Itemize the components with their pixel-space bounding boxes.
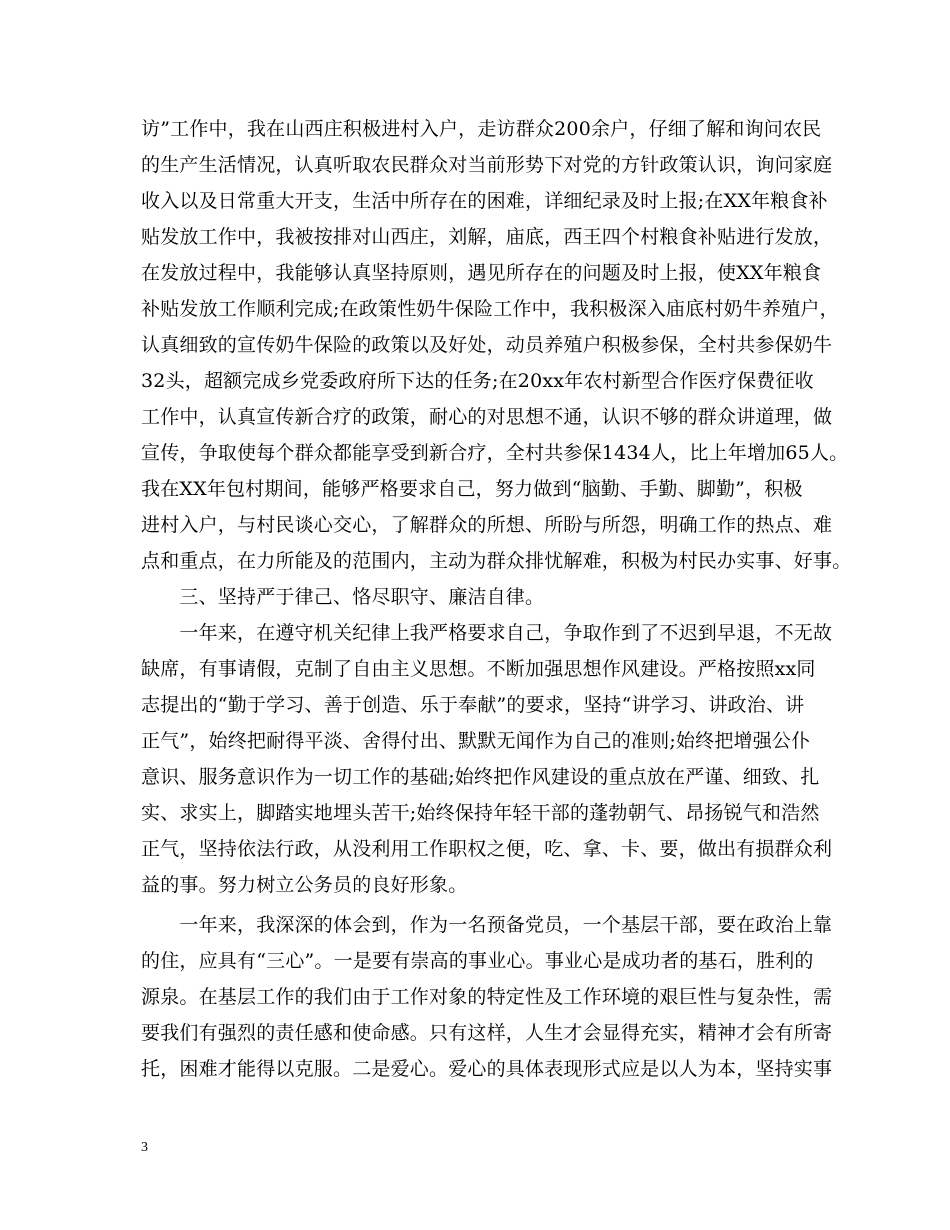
text-line: 认真细致的宣传奶牛保险的政策以及好处，动员养殖户积极参保，全村共参保奶牛: [141, 334, 833, 356]
text-line: 缺席，有事请假，克制了自由主义思想。不断加强思想作风建设。严格按照xx同: [141, 658, 816, 680]
text-line: 一年来，在遵守机关纪律上我严格要求自己，争取作到了不迟到早退，不无故: [141, 622, 833, 644]
text-line: 收入以及日常重大开支，生活中所存在的困难，详细纪录及时上报;在XX年粮食补: [141, 190, 828, 212]
text-line: 补贴发放工作顺利完成;在政策性奶牛保险工作中，我积极深入庙底村奶牛养殖户，: [141, 298, 839, 320]
text-line: 正气，坚持依法行政，从没利用工作职权之便，吃、拿、卡、要，做出有损群众利: [141, 838, 833, 860]
text-line: 32头，超额完成乡党委政府所下达的任务;在20xx年农村新型合作医疗保费征收: [141, 370, 814, 392]
text-line: 益的事。努力树立公务员的良好形象。: [141, 874, 468, 896]
text-line: 进村入户，与村民谈心交心，了解群众的所想、所盼与所怨，明确工作的热点、难: [141, 514, 833, 536]
text-line: 实、求实上，脚踏实地埋头苦干;始终保持年轻干部的蓬勃朝气、昂扬锐气和浩然: [141, 802, 820, 824]
text-line: 的生产生活情况，认真听取农民群众对当前形势下对党的方针政策认识，询问家庭: [141, 154, 833, 176]
text-line: 贴发放工作中，我被按排对山西庄，刘解，庙底，西王四个村粮食补贴进行发放，: [141, 226, 833, 248]
text-line: 宣传，争取使每个群众都能享受到新合疗，全村共参保1434人，比上年增加65人。: [141, 442, 849, 464]
text-line: 访”工作中，我在山西庄积极进村入户，走访群众200余户，仔细了解和询问农民: [141, 118, 822, 140]
text-line: 托，困难才能得以克服。二是爱心。爱心的具体表现形式应是以人为本，坚持实事: [141, 1058, 833, 1080]
page-number: 3: [141, 1140, 148, 1155]
text-line: 要我们有强烈的责任感和使命感。只有这样，人生才会显得充实，精神才会有所寄: [141, 1022, 833, 1044]
text-line: 工作中，认真宣传新合疗的政策，耐心的对思想不通，认识不够的群众讲道理，做: [141, 406, 833, 428]
text-line: 正气”，始终把耐得平淡、舍得付出、默默无闻作为自己的准则;始终把增强公仆: [141, 730, 811, 752]
text-line: 我在XX年包村期间，能够严格要求自己，努力做到“脑勤、手勤、脚勤”，积极: [141, 478, 803, 500]
text-line: 的住，应具有“三心”。一是要有崇高的事业心。事业心是成功者的基石，胜利的: [141, 950, 814, 972]
text-line: 点和重点，在力所能及的范围内，主动为群众排忧解难，积极为村民办实事、好事。: [141, 550, 852, 572]
text-line: 一年来，我深深的体会到，作为一名预备党员，一个基层干部，要在政治上靠: [141, 914, 833, 936]
text-line: 意识、服务意识作为一切工作的基础;始终把作风建设的重点放在严谨、细致、扎: [141, 766, 820, 788]
text-line: 在发放过程中，我能够认真坚持原则，遇见所存在的问题及时上报，使XX年粮食: [141, 262, 822, 284]
text-line: 志提出的“勤于学习、善于创造、乐于奉献”的要求，坚持“讲学习、讲政治、讲: [141, 694, 805, 716]
section-heading: 三、坚持严于律己、恪尽职守、廉洁自律。: [141, 586, 545, 608]
text-line: 源泉。在基层工作的我们由于工作对象的特定性及工作环境的艰巨性与复杂性，需: [141, 986, 833, 1008]
